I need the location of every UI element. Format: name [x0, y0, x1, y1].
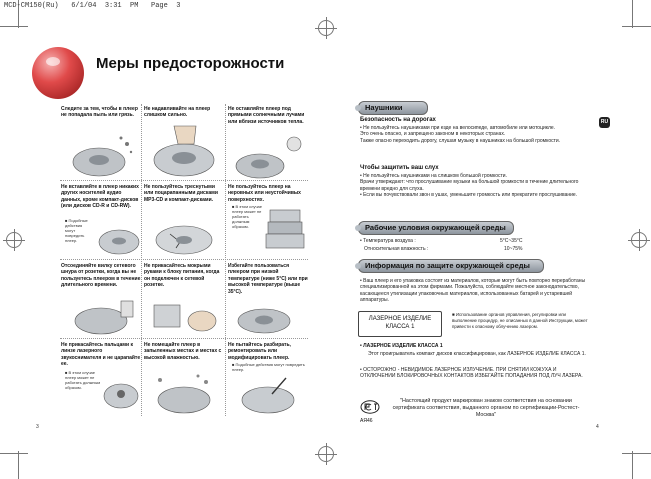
title-ball-icon	[32, 47, 84, 99]
registration-mark-right	[631, 232, 647, 248]
certification-text: "Настоящий продукт маркирован знаком соответствия на основании сертификата соответствия, выданного органом по сертификации-Ростест-Москва"	[392, 398, 580, 418]
env-humidity-value: 10~75%	[504, 246, 523, 252]
env-temp-label: • Температура воздуха :	[360, 238, 416, 244]
page-number-left: 3	[36, 424, 39, 430]
precaution-caption: Отсоединяйте вилку сетевого шнура от розетки, когда вы не пользуетесь плеером в течение длительного времени.	[61, 263, 141, 289]
precaution-note: ■ Подобные действия могут повредить плеер.	[232, 362, 305, 372]
registration-mark-top	[318, 20, 334, 36]
humidity-illustration	[144, 372, 224, 418]
road-safety-title: Безопасность на дорогах	[360, 117, 436, 123]
env-humidity-label: Относительная влажность :	[364, 246, 429, 252]
precaution-caption: Избегайте пользоваться плеером при низкой температуре (ниже 5°C) или при высокой температуре (выше 35°C).	[228, 263, 308, 295]
class1-text: Этот проигрыватель компакт дисков классифицирован, как ЛАЗЕРНОЕ ИЗДЕЛИЕ КЛАССА 1.	[368, 351, 586, 357]
temperature-illustration	[228, 299, 308, 339]
env-temp-value: 5°C~35°C	[500, 238, 523, 244]
disassembly-illustration	[228, 372, 308, 418]
sun-illustration	[228, 134, 308, 182]
precaution-caption: Не прикасайтесь пальцами к линзе лазерного звукоснимателя и не царапайте ее.	[61, 342, 141, 368]
cert-code: АЯ46	[360, 418, 373, 424]
page-number-right: 4	[596, 424, 599, 430]
precaution-caption: Не пользуйтесь плеер на неровных или неустойчивых поверхностях.	[228, 184, 301, 203]
precaution-cell-5	[144, 184, 224, 264]
precaution-cell-2	[144, 106, 224, 186]
registration-mark-left	[6, 232, 22, 248]
section-protection-title: Информация по защите окружающей среды	[358, 259, 544, 273]
precaution-cell-12	[228, 342, 308, 422]
stack-illustration	[264, 204, 308, 260]
press-illustration	[144, 122, 224, 180]
precaution-cell-10	[61, 342, 141, 422]
precaution-caption: Не вставляйте в плеер никаких других носителей аудио данных, кроме компакт-дисков (или дисков CD-R и CD-RW).	[61, 184, 139, 210]
section-headphones-title: Наушники	[358, 101, 428, 115]
precaution-caption: Не надавливайте на плеер слишком сильно.	[144, 106, 211, 119]
precaution-cell-7	[61, 263, 141, 343]
page-title: Меры предосторожности	[96, 55, 285, 72]
laser-class-box: ЛАЗЕРНОЕ ИЗДЕЛИЕ КЛАССА 1	[358, 311, 442, 337]
hearing-text: • Не пользуйтесь наушниками на слишком большой громкости. Врачи утверждают: что прослушивание музыки на большой громкости в течение длительного времени вредно для слуха. • Если вы почувствовали звон в ушах, уменьшите громкость или прекратите прослушивание.	[360, 173, 579, 199]
adapter-illustration	[144, 295, 224, 339]
precaution-cell-4	[61, 184, 141, 264]
precaution-caption: Не пытайтесь разбирать, ремонтировать или модифицировать плеер.	[228, 342, 291, 361]
plug-illustration	[61, 295, 141, 339]
laser-note: ■ Использование органов управления, регулировки или выполнение процедур, не описанных в данной Инструкции, может привести к опасному облучению лазером.	[452, 312, 588, 329]
lens-illustration	[101, 372, 141, 418]
precaution-cell-6	[228, 184, 308, 264]
print-header: MCD-CM150(Ru) 6/1/04 3:31 PM Page 3	[4, 2, 181, 10]
precaution-cell-9	[228, 263, 308, 343]
hearing-title: Чтобы защитить ваш слух	[360, 165, 439, 171]
section-environment-title: Рабочие условия окружающей среды	[358, 221, 514, 235]
disc-illustration	[95, 220, 141, 260]
precaution-note: ■ В этом случае плеер может не работать должным образом.	[65, 370, 101, 390]
class1-title: • ЛАЗЕРНОЕ ИЗДЕЛИЕ КЛАССА 1	[360, 343, 443, 349]
pct-certification-logo	[360, 400, 380, 414]
precaution-note: ■ Подобные действия могут повредить плеер.	[65, 218, 88, 243]
language-badge: RU	[599, 117, 610, 128]
laser-warning: • ОСТОРОЖНО - НЕВИДИМОЕ ЛАЗЕРНОЕ ИЗЛУЧЕНИЕ. ПРИ СНЯТИИ КОЖУХА И ОТКЛЮЧЕНИИ БЛОКИРОВОЧНЫХ КОНТАКТОВ ИЗБЕГАЙТЕ ПОПАДАНИЯ ПОД ЛУЧ ЛАЗЕРА.	[360, 367, 583, 380]
precaution-caption: Следите за тем, чтобы в плеер не попадала пыль или грязь.	[61, 106, 138, 119]
precaution-note: ■ В этом случае плеер может не работать должным образом.	[232, 204, 263, 229]
precaution-cell-8	[144, 263, 224, 343]
precaution-cell-1	[61, 106, 141, 186]
precaution-cell-11	[144, 342, 224, 422]
cracked-disc-illustration	[144, 214, 224, 260]
precaution-cell-3	[228, 106, 308, 186]
precaution-caption: Не пользуйтесь треснутыми или поцарапанными дисками MP3-CD и компакт-дисками.	[144, 184, 218, 203]
precaution-caption: Не прикасайтесь мокрыми руками к блоку питания, когда он подключен к сетевой розетке.	[144, 263, 220, 289]
precaution-caption: Не оставляйте плеер под прямыми солнечными лучами или вблизи источников тепла.	[228, 106, 305, 125]
protection-text: • Ваш плеер и его упаковка состоят из материалов, которые могут быть повторно переработаны специализированной на этом фирмами. Пожалуйста, соблюдайте местное законодательство, касающееся утилизации упаковочных материалов, использованных батарей и устаревшей аппаратуры.	[360, 278, 586, 304]
precaution-caption: Не помещайте плеер в запыленных местах и местах с высокой влажностью.	[144, 342, 222, 361]
road-safety-text: • Не пользуйтесь наушниками при езде на велосипеде, автомобиле или мотоцикле. Это очень опасно, и запрещено законом в некоторых странах. Также опасно переходить дорогу, слушая музыку в наушниках на большой громкости.	[360, 125, 561, 144]
dust-illustration	[61, 132, 141, 182]
registration-mark-bottom	[318, 446, 334, 462]
